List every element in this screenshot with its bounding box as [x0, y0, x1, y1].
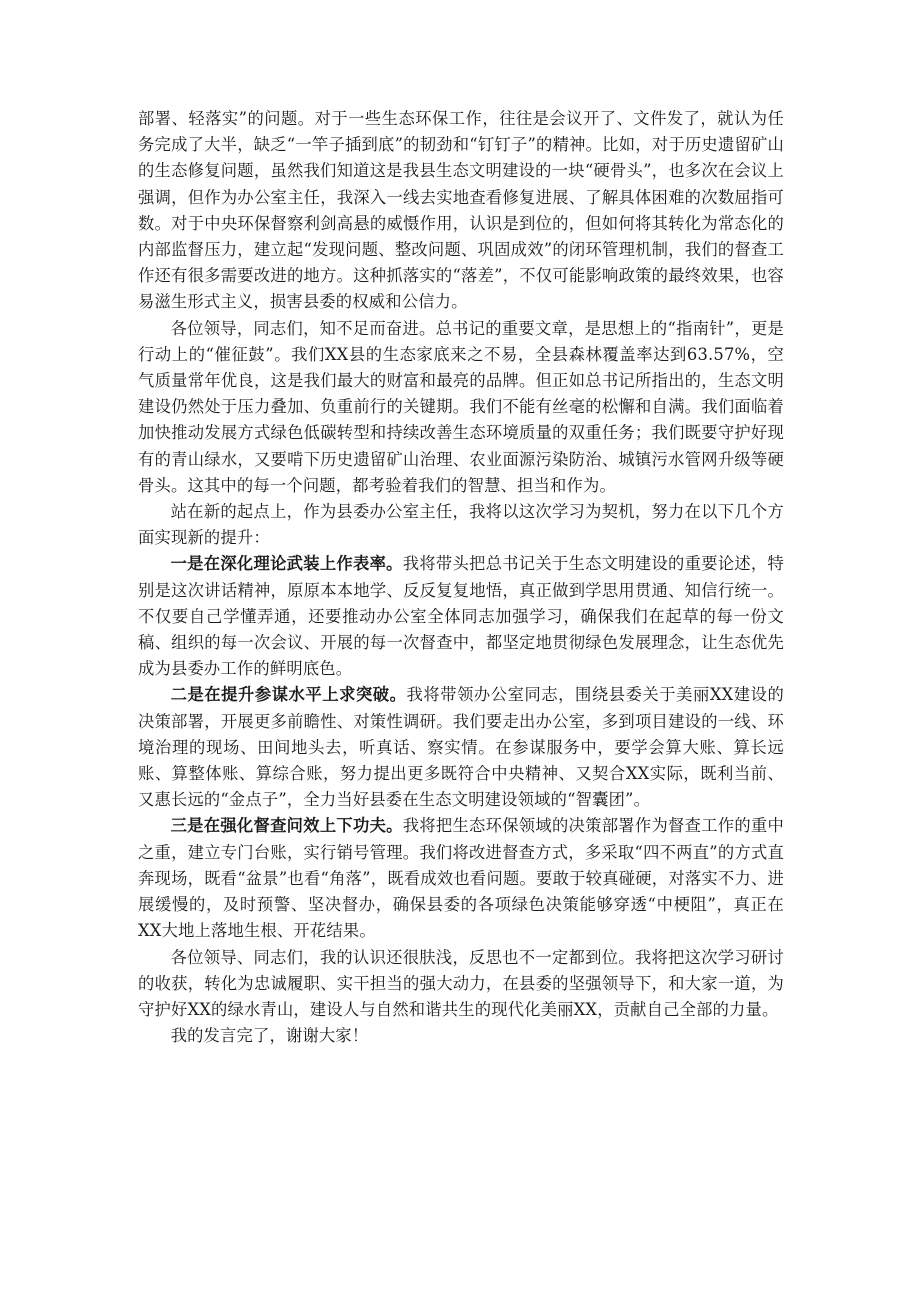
paragraph-5 [138, 682, 784, 813]
document-body [138, 106, 784, 1049]
paragraph-1 [138, 106, 784, 316]
paragraph-8 [138, 1023, 784, 1049]
paragraph-text: 我的发言完了，谢谢大家！ [170, 1026, 369, 1046]
paragraph-lead: 二是在提升参谋水平上求突破。 [170, 685, 407, 705]
paragraph-text: 各位领导、同志们，我的认识还很肤浅，反思也不一定都到位。我将把这次学习研讨的收获，转化为忠诚履职、实干担当的强大动力，在县委的坚强领导下，和大家一道，为守护好XX的绿水青山，建设人与自然和谐共生的现代化美丽XX，贡献自己全部的力量。 [138, 947, 784, 1019]
paragraph-lead: 一是在深化理论武装上作表率。 [170, 554, 403, 574]
paragraph-lead: 三是在强化督查问效上下功夫。 [170, 816, 403, 836]
paragraph-6 [138, 813, 784, 944]
paragraph-2 [138, 316, 784, 499]
paragraph-text: 各位领导，同志们，知不足而奋进。总书记的重要文章，是思想上的“指南针”，更是行动上的“催征鼓”。我们XX县的生态家底来之不易，全县森林覆盖率达到63.57%，空气质量常年优良，这是我们最大的财富和最亮的品牌。但正如总书记所指出的，生态文明建设仍然处于压力叠加、负重前行的关键期。我们不能有丝毫的松懈和自满。我们面临着加快推动发展方式绿色低碳转型和持续改善生态环境质量的双重任务；我们既要守护好现有的青山绿水，又要啃下历史遗留矿山治理、农业面源污染防治、城镇污水管网升级等硬骨头。这其中的每一个问题，都考验着我们的智慧、担当和作为。 [138, 318, 784, 495]
paragraph-4 [138, 551, 784, 682]
paragraph-3 [138, 499, 784, 551]
paragraph-text: 我将把生态环保领域的决策部署作为督查工作的重中之重，建立专门台账，实行销号管理。我们将改进督查方式，多采取“四不两直”的方式直奔现场，既看“盆景”也看“角落”，既看成效也看问题。要敢于较真碰硬，对落实不力、进展缓慢的，及时预警、坚决督办，确保县委的各项绿色决策能够穿透“中梗阻”，真正在XX大地上落地生根、开花结果。 [138, 816, 784, 941]
paragraph-text: 部署、轻落实”的问题。对于一些生态环保工作，往往是会议开了、文件发了，就认为任务完成了大半，缺乏“一竿子插到底”的韧劲和“钉钉子”的精神。比如，对于历史遗留矿山的生态修复问题，虽然我们知道这是我县生态文明建设的一块“硬骨头”，也多次在会议上强调，但作为办公室主任，我深入一线去实地查看修复进展、了解具体困难的次数屈指可数。对于中央环保督察利剑高悬的威慑作用，认识是到位的，但如何将其转化为常态化的内部监督压力，建立起“发现问题、整改问题、巩固成效”的闭环管理机制，我们的督查工作还有很多需要改进的地方。这种抓落实的“落差”，不仅可能影响政策的最终效果，也容易滋生形式主义，损害县委的权威和公信力。 [138, 109, 784, 312]
paragraph-7 [138, 945, 784, 1024]
paragraph-text: 我将带头把总书记关于生态文明建设的重要论述，特别是这次讲话精神，原原本本地学、反反复复地悟，真正做到学思用贯通、知信行统一。不仅要自己学懂弄通，还要推动办公室全体同志加强学习，确保我们在起草的每一份文稿、组织的每一次会议、开展的每一次督查中，都坚定地贯彻绿色发展理念，让生态优先成为县委办工作的鲜明底色。 [138, 554, 784, 679]
paragraph-text: 站在新的起点上，作为县委办公室主任，我将以这次学习为契机，努力在以下几个方面实现新的提升： [138, 502, 784, 548]
paragraph-text: 我将带领办公室同志，围绕县委关于美丽XX建设的决策部署，开展更多前瞻性、对策性调研。我们要走出办公室，多到项目建设的一线、环境治理的现场、田间地头去，听真话、察实情。在参谋服务中，要学会算大账、算长远账、算整体账、算综合账，努力提出更多既符合中央精神、又契合XX实际，既利当前、又惠长远的“金点子”，全力当好县委在生态文明建设领域的“智囊团”。 [138, 685, 784, 810]
